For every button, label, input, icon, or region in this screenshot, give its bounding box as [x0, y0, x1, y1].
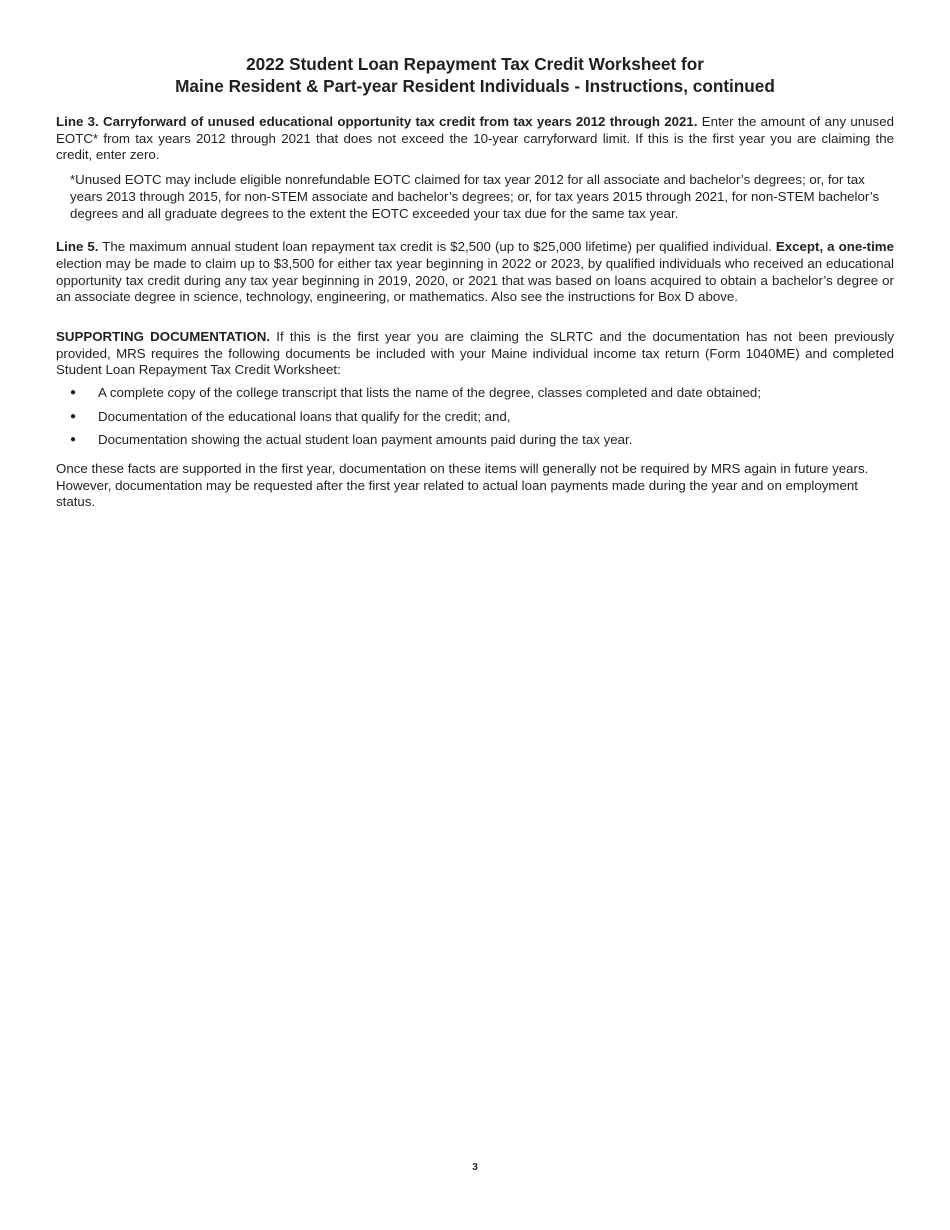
line-5-heading: Line 5. [56, 239, 99, 255]
list-item-text: A complete copy of the college transcript that lists the name of the degree, classes completed and date obtained; [98, 385, 762, 401]
supporting-documentation-text: If this is the first year you are claiming the SLRTC and the documentation has not been previously provided, MRS requires the following documents be included with your Maine individual income tax return (Form 1040ME) and completed Student Loan Repayment Tax Credit Worksheet: [56, 329, 894, 378]
line-5-emphasis: Except, a one-time [775, 239, 894, 255]
line-5-text-2: election may be made to claim up to $3,500 for either tax year beginning in 2022 or 2023, by qualified individuals who received an educational opportunity tax credit during any tax year beginning in 2019, 2020, or 2021 that was based on loans acquired to obtain a bachelor’s degree or an associate degree in science, technology, engineering, or mathematics. Also see the instructions for Box D above. [56, 255, 894, 305]
line-3-heading: Line 3. Carryforward of unused educational opportunity tax credit from tax years 2012 through 2021. [56, 114, 698, 129]
closing-paragraph: Once these facts are supported in the first year, documentation on these items will generally not be required by MRS again in future years. However, documentation may be requested after the first year related to actual loan payments made during the year and on employment status. [56, 460, 869, 510]
bullet-icon: ● [70, 434, 77, 446]
page-number: 3 [472, 1162, 478, 1173]
line-5-text-1: The maximum annual student loan repayment tax credit is $2,500 (up to $25,000 lifetime) per qualified individual. [98, 239, 776, 255]
line-5-paragraph [56, 239, 894, 306]
list-item [56, 385, 894, 402]
documentation-list [56, 385, 894, 449]
title-line-2: Maine Resident & Part-year Resident Individuals - Instructions, continued [175, 76, 775, 96]
supporting-documentation-heading: SUPPORTING DOCUMENTATION. [56, 329, 271, 345]
list-item-text: Documentation of the educational loans that qualify for the credit; and, [98, 408, 511, 424]
line-3-paragraph [56, 114, 894, 164]
line-3-text: Enter the amount of any unused EOTC* from tax years 2012 through 2021 that does not exceed the 10-year carryforward limit. If this is the first year you are claiming the credit, enter zero. [56, 114, 894, 163]
line-3-footnote: *Unused EOTC may include eligible nonrefundable EOTC claimed for tax year 2012 for all associate and bachelor’s degrees; or, for tax years 2013 through 2015, for non-STEM associate and bachelor’s degrees; or, for tax years 2015 through 2021, for non-STEM bachelor’s degrees and all graduate degrees to the extent the EOTC exceeded your tax due for the same tax year. [70, 172, 880, 221]
bullet-icon: ● [70, 387, 77, 399]
bullet-icon: ● [70, 410, 77, 422]
list-item [56, 432, 894, 449]
title-line-1: 2022 Student Loan Repayment Tax Credit Worksheet for [246, 54, 704, 74]
list-item-text: Documentation showing the actual student loan payment amounts paid during the tax year. [98, 432, 633, 448]
supporting-documentation-paragraph [56, 329, 894, 379]
page-title [56, 53, 894, 97]
list-item [56, 409, 894, 426]
document-page [56, 53, 894, 511]
